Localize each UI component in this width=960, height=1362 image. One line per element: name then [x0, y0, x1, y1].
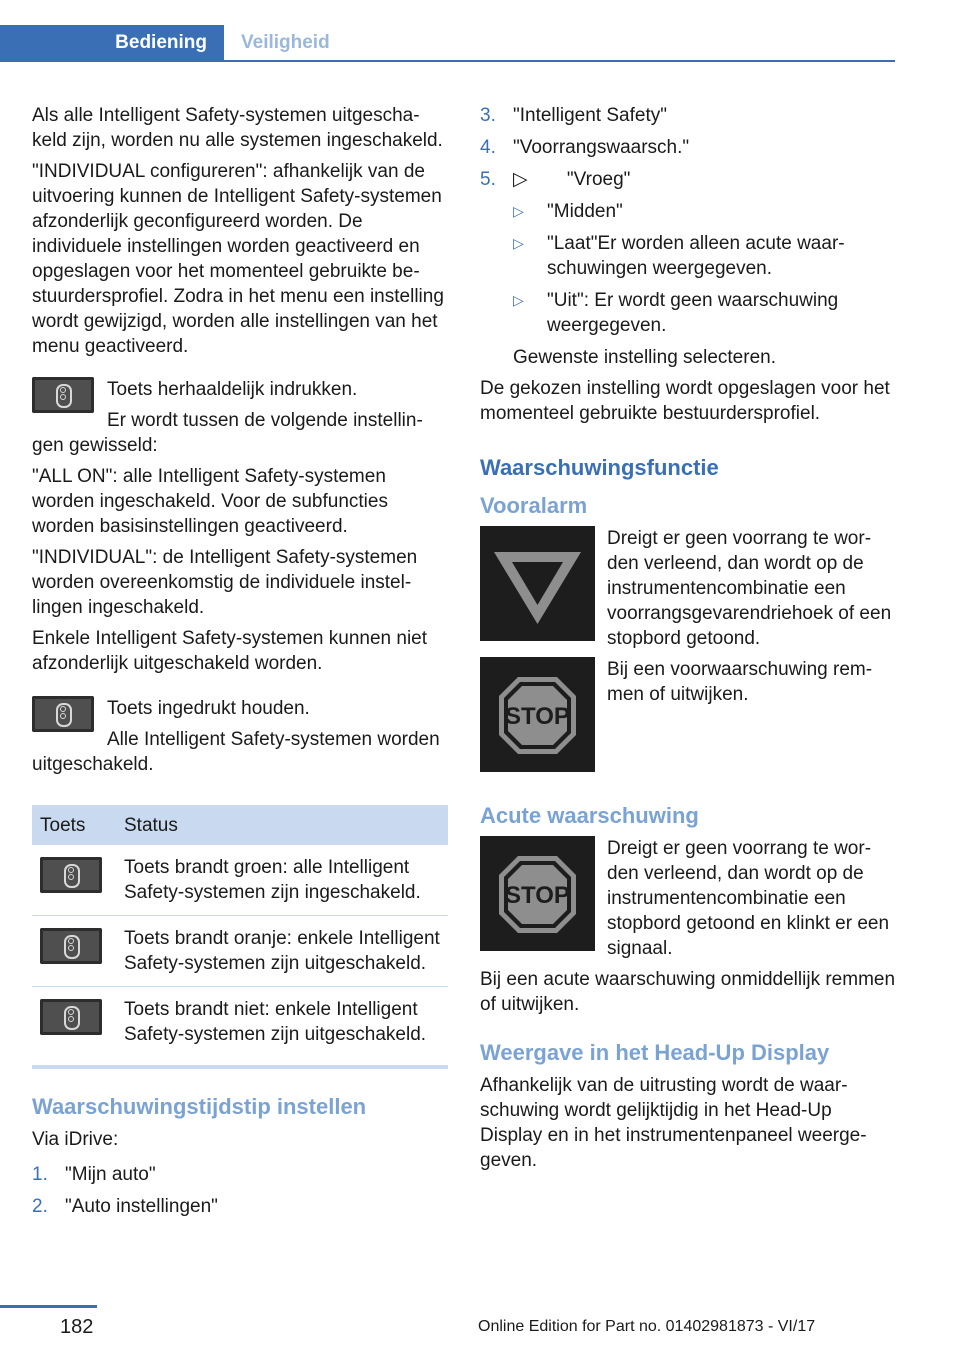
prealarm-action-text: Bij een voorwaarschuwing remmen of uitwijken.: [607, 659, 873, 705]
paragraph-all-off-note: Als alle Intelligent Safety-systemen uitgeschakeld zijn, worden nu alle systemen ingeschakeld.: [32, 105, 443, 151]
safety-button-icon: [40, 928, 102, 964]
list-item: 1. "Mijn auto": [32, 1164, 156, 1185]
list-item: 2. "Auto instellingen": [32, 1196, 218, 1217]
stop-sign-icon: [480, 836, 595, 951]
button-status-table: [32, 805, 448, 1057]
switch-between-text: Er wordt tussen de volgende instellingen gewisseld:: [32, 410, 423, 456]
saved-note-text: De gekozen instelling wordt opgeslagen voor het momenteel gebruikte bestuurdersprofiel.: [480, 378, 890, 424]
safety-button-icon: [40, 857, 102, 893]
some-systems-text: Enkele Intelligent Safety-systemen kunnen niet afzonderlijk uitgeschakeld worden.: [32, 628, 428, 674]
footer-rule: [0, 1305, 97, 1308]
acute-action-text: Bij een acute waarschuwing onmiddellijk remmen of uitwijken.: [480, 969, 896, 1015]
press-repeat-text: Toets herhaaldelijk indrukken.: [107, 379, 358, 400]
stop-sign-text: STOP: [505, 703, 570, 730]
all-off-text: Alle Intelligent Safety-systemen worden uitgeschakeld.: [32, 729, 440, 775]
tab-veiligheid[interactable]: Veiligheid: [241, 32, 330, 53]
heading-warning-function: Waarschuwingsfunctie: [480, 455, 719, 480]
table-cell-status: Toets brandt oranje: enkele Intelligent Safety-systemen zijn uitgeschakeld.: [116, 916, 448, 987]
list-item: ▷ "Laat"Er worden alleen acute waarschuwingen weergegeven.: [513, 233, 845, 279]
steps-list-right: [480, 103, 896, 338]
safety-button-icon: [40, 999, 102, 1035]
page-number: 182: [60, 1316, 94, 1338]
right-column: [480, 103, 896, 1179]
list-item: ▷ "Midden": [513, 201, 623, 222]
triangle-bullet-icon: ▷: [513, 203, 524, 219]
prealarm-text: Dreigt er geen voorrang te worden verleend, dan wordt op de instrumentencombinatie een voorrangsgevarendriehoek of een stopbord getoond.: [607, 528, 892, 649]
table-cell-status: Toets brandt groen: alle Intelligent Safety-systemen zijn ingeschakeld.: [116, 845, 448, 916]
individual-text: "INDIVIDUAL": de Intelligent Safety-systemen worden overeenkomstig de individuele instellingen ingeschakeld.: [32, 547, 418, 618]
table-end-rule: [32, 1065, 448, 1069]
select-setting-text: Gewenste instelling selecteren.: [513, 347, 776, 368]
paragraph-individual-config: "INDIVIDUAL configureren": afhankelijk van de uitvoering kunnen de Intelligent Safety-systemen afzonderlijk geconfigureerd worden. De individuele instellingen worden geactiveerd en opgeslagen voor het momenteel gebruikte bestuurdersprofiel. Zodra in het menu een instelling wordt gewijzigd, worden alle instellingen van het menu geactiveerd.: [32, 161, 444, 357]
table-header-status: Status: [116, 805, 448, 845]
safety-button-icon: [32, 377, 94, 413]
section-tabs: [0, 25, 895, 62]
table-row: [32, 916, 448, 987]
hud-text: Afhankelijk van de uitrusting wordt de waarschuwing wordt gelijktijdig in het Head-Up Display en in het instrumentenpaneel weergegeven.: [480, 1075, 867, 1171]
table-row: [32, 987, 448, 1058]
yield-triangle-icon: [480, 526, 595, 641]
all-on-text: "ALL ON": alle Intelligent Safety-systemen worden ingeschakeld. Voor de subfuncties worden basisinstellingen geactiveerd.: [32, 466, 388, 537]
edition-note: Online Edition for Part no. 01402981873 - VI/17: [478, 1318, 816, 1335]
table-header-row: [32, 805, 448, 845]
list-item: 5. ▷ "Vroeg" ▷ "Midden" ▷ "Laat"Er worden alleen acute waarschuwingen weergegeven. ▷ "Uit": Er wordt geen waarschuwing weergegeven.: [480, 167, 896, 338]
heading-prealarm: Vooralarm: [480, 493, 588, 518]
triangle-bullet-icon: ▷: [513, 169, 528, 190]
list-item: 4. "Voorrangswaarsch.": [480, 137, 690, 158]
heading-warning-timing: Waarschuwingstijdstip instellen: [32, 1094, 367, 1119]
table-cell-status: Toets brandt niet: enkele Intelligent Safety-systemen zijn uitgeschakeld.: [124, 999, 427, 1045]
steps-list-left: [32, 1162, 448, 1219]
stop-sign-icon: [480, 657, 595, 772]
triangle-bullet-icon: ▷: [513, 235, 524, 251]
triangle-bullet-icon: ▷: [513, 292, 524, 308]
sub-options-list: [513, 199, 896, 338]
list-item: ▷ "Uit": Er wordt geen waarschuwing weergegeven.: [513, 290, 839, 336]
acute-text: Dreigt er geen voorrang te worden verleend, dan wordt op de instrumentencombinatie een stopbord getoond en klinkt er een signaal.: [607, 838, 890, 959]
stop-sign-text: STOP: [505, 882, 570, 909]
table-header-toets: Toets: [32, 805, 116, 845]
press-hold-text: Toets ingedrukt houden.: [107, 698, 310, 719]
tab-underline: [0, 60, 895, 62]
list-item: 3. "Intelligent Safety": [480, 105, 667, 126]
heading-acute-warning: Acute waarschuwing: [480, 803, 699, 828]
left-column: [32, 103, 448, 1226]
table-row: [32, 845, 448, 916]
heading-head-up-display: Weergave in het Head-Up Display: [480, 1040, 830, 1065]
tab-bediening[interactable]: Bediening: [0, 25, 224, 60]
safety-button-icon: [32, 696, 94, 732]
via-idrive-text: Via iDrive:: [32, 1129, 119, 1150]
